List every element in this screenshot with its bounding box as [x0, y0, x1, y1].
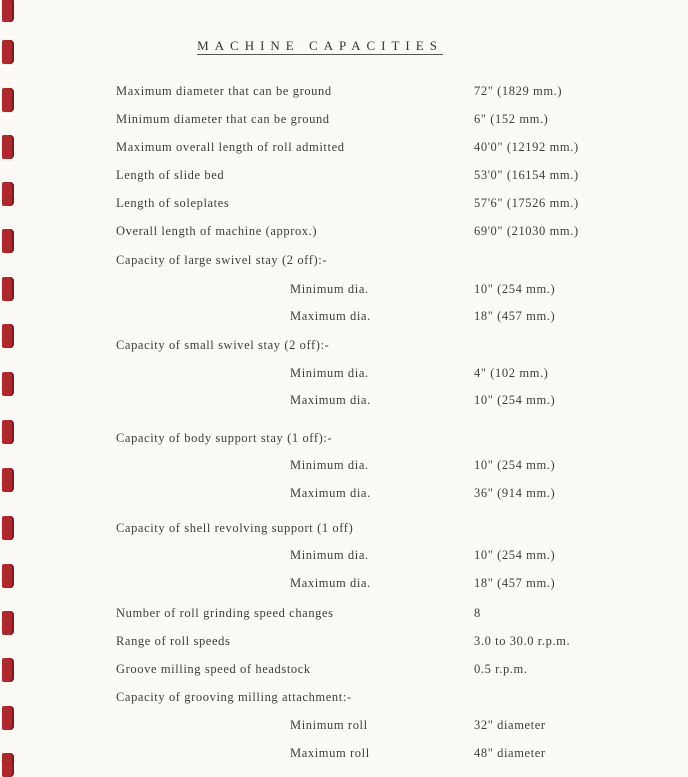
capacity-label: Capacity of grooving milling attachment:-: [116, 690, 352, 704]
capacity-label: Minimum roll: [290, 718, 368, 732]
capacity-label: Length of slide bed: [116, 168, 225, 182]
capacity-label: Minimum dia.: [290, 282, 369, 296]
capacity-value: 18" (457 mm.): [474, 576, 556, 590]
binding-tab: [2, 324, 14, 348]
capacity-value: 10" (254 mm.): [474, 282, 556, 296]
capacity-value: 3.0 to 30.0 r.p.m.: [474, 634, 571, 648]
capacity-value: 4" (102 mm.): [474, 366, 549, 380]
capacity-label: Minimum diameter that can be ground: [116, 112, 330, 126]
page-title: [0, 38, 640, 54]
binding-tab: [2, 0, 14, 22]
capacity-value: 0.5 r.p.m.: [474, 662, 528, 676]
capacity-value: 10" (254 mm.): [474, 548, 556, 562]
binding-tab: [2, 564, 14, 588]
binding-tab: [2, 277, 14, 301]
capacity-label: Maximum dia.: [290, 486, 371, 500]
binding-tab: [2, 420, 14, 444]
capacity-label: Maximum roll: [290, 746, 370, 760]
binding-tab: [2, 753, 14, 777]
capacity-label: Capacity of shell revolving support (1 off): [116, 521, 354, 535]
binding-tab: [2, 135, 14, 159]
capacity-label: Groove milling speed of headstock: [116, 662, 311, 676]
capacity-value: 48" diameter: [474, 746, 546, 760]
capacity-value: 36" (914 mm.): [474, 486, 556, 500]
capacity-value: 10" (254 mm.): [474, 458, 556, 472]
capacity-label: Overall length of machine (approx.): [116, 224, 318, 238]
capacity-value: 32" diameter: [474, 718, 546, 732]
binding-tab: [2, 516, 14, 540]
capacity-label: Range of roll speeds: [116, 634, 231, 648]
capacity-value: 6" (152 mm.): [474, 112, 549, 126]
binding-tab: [2, 706, 14, 730]
capacity-label: Number of roll grinding speed changes: [116, 606, 334, 620]
binding-tab: [2, 182, 14, 206]
capacity-value: 10" (254 mm.): [474, 393, 556, 407]
page-title-text: MACHINE CAPACITIES: [197, 38, 443, 53]
capacity-label: Capacity of small swivel stay (2 off):-: [116, 338, 330, 352]
capacity-value: 8: [474, 606, 481, 620]
binding-tab: [2, 611, 14, 635]
capacity-value: 72" (1829 mm.): [474, 84, 563, 98]
capacity-label: Minimum dia.: [290, 458, 369, 472]
capacity-value: 40'0" (12192 mm.): [474, 140, 579, 154]
capacity-label: Length of soleplates: [116, 196, 230, 210]
capacity-label: Minimum dia.: [290, 366, 369, 380]
binding-tab: [2, 229, 14, 253]
capacity-label: Capacity of large swivel stay (2 off):-: [116, 253, 328, 267]
capacity-value: 18" (457 mm.): [474, 309, 556, 323]
capacity-label: Maximum dia.: [290, 393, 371, 407]
binding-tab: [2, 88, 14, 112]
capacity-label: Maximum dia.: [290, 576, 371, 590]
spiral-binding: [0, 0, 18, 765]
capacity-label: Maximum overall length of roll admitted: [116, 140, 345, 154]
capacity-label: Capacity of body support stay (1 off):-: [116, 431, 333, 445]
capacity-value: 53'0" (16154 mm.): [474, 168, 579, 182]
binding-tab: [2, 658, 14, 682]
capacity-label: Maximum dia.: [290, 309, 371, 323]
binding-tab: [2, 468, 14, 492]
capacity-label: Maximum diameter that can be ground: [116, 84, 332, 98]
capacity-value: 57'6" (17526 mm.): [474, 196, 579, 210]
binding-tab: [2, 372, 14, 396]
capacity-value: 69'0" (21030 mm.): [474, 224, 579, 238]
capacity-label: Minimum dia.: [290, 548, 369, 562]
